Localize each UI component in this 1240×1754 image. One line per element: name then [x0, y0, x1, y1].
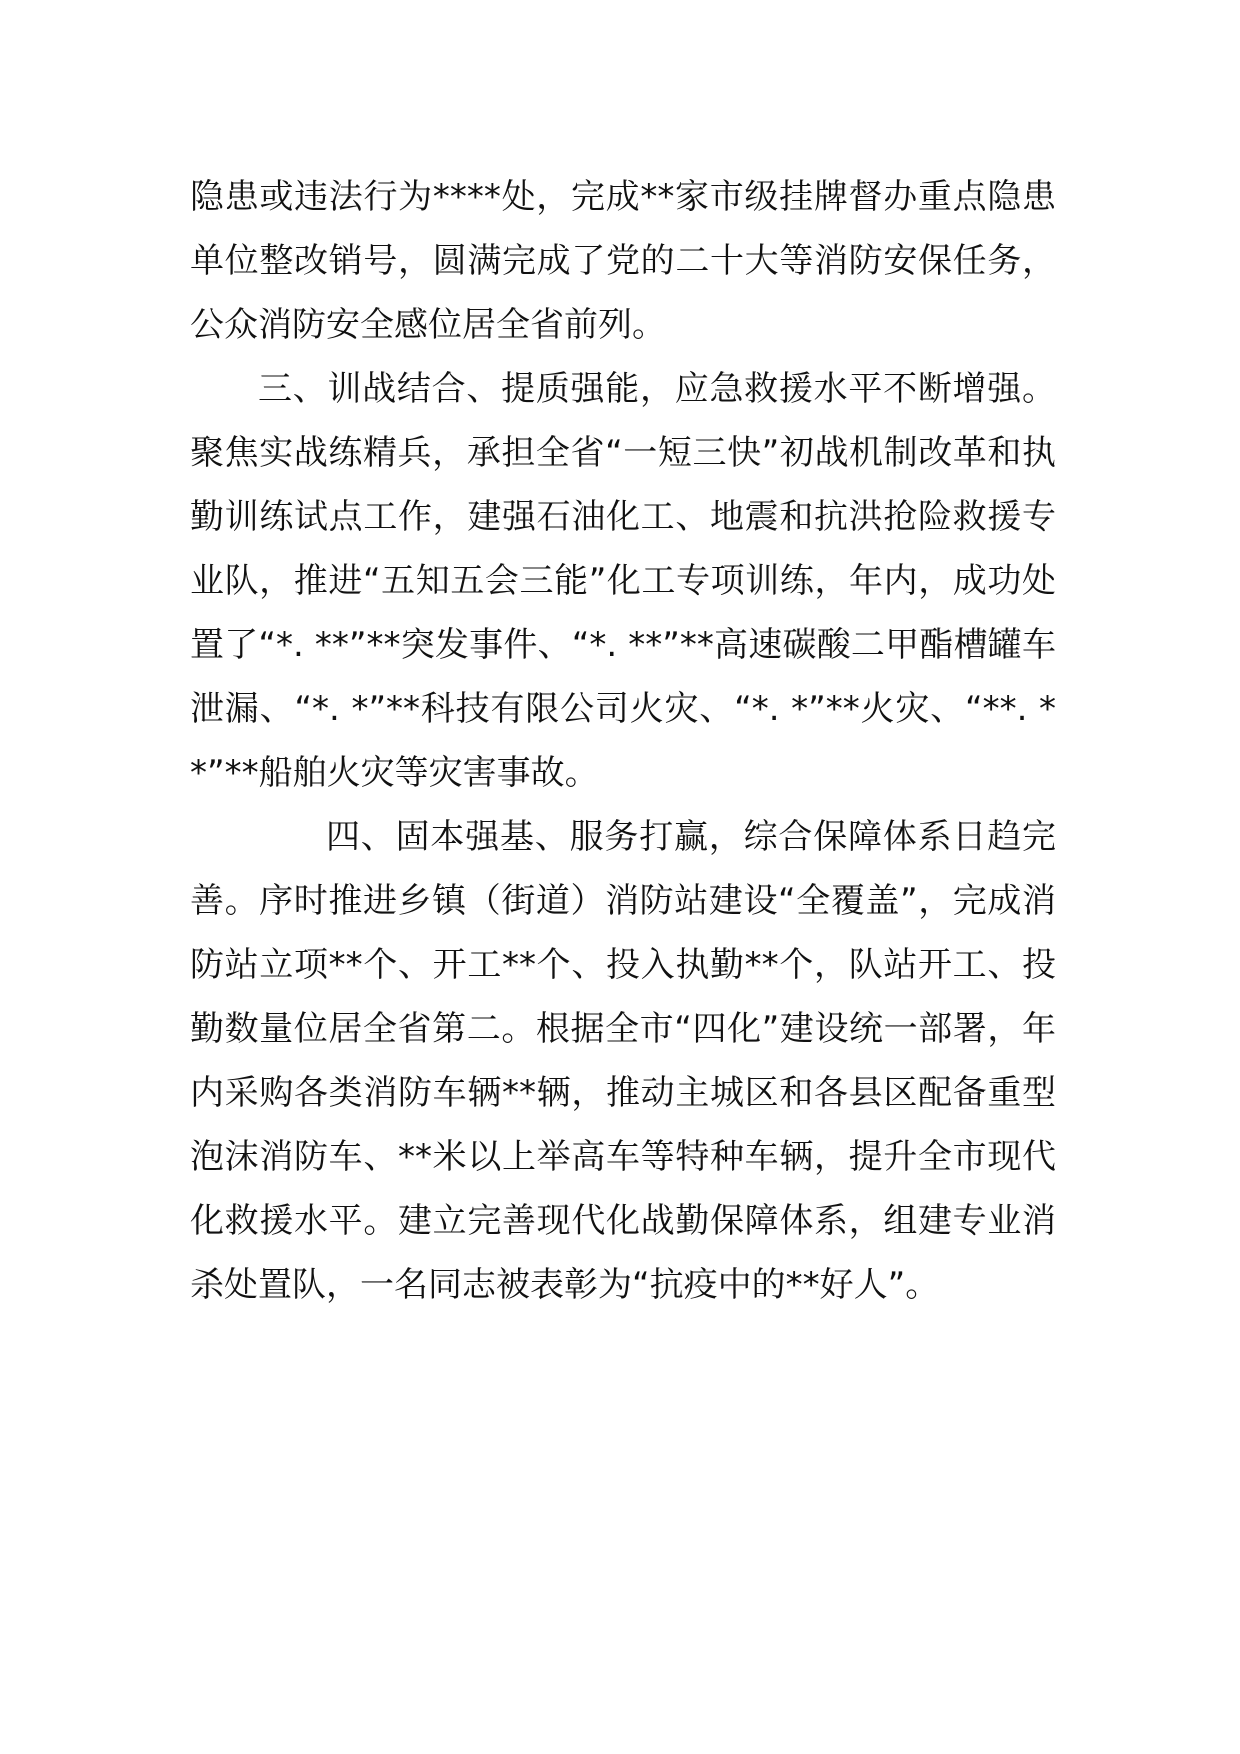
paragraph-section-four: 四、固本强基、服务打赢，综合保障体系日趋完善。序时推进乡镇（街道）消防站建设“全覆盖”，完成消防站立项**个、开工**个、投入执勤**个，队站开工、投勤数量位居全省第二。根据全市“四化”建设统一部署，年内采购各类消防车辆**辆，推动主城区和各县区配备重型泡沫消防车、**米以上举高车等特种车辆，提升全市现代化救援水平。建立完善现代化战勤保障体系，组建专业消杀处置队，一名同志被表彰为“抗疫中的**好人”。	[190, 817, 1056, 1305]
document-body	[190, 165, 1056, 1317]
paragraph-continued-hazards: 隐患或违法行为****处，完成**家市级挂牌督办重点隐患单位整改销号，圆满完成了党的二十大等消防安保任务，公众消防安全感位居全省前列。	[190, 177, 1056, 345]
paragraph-section-three: 三、训战结合、提质强能，应急救援水平不断增强。聚焦实战练精兵，承担全省“一短三快”初战机制改革和执勤训练试点工作，建强石油化工、地震和抗洪抢险救援专业队，推进“五知五会三能”化工专项训练，年内，成功处置了“*. **”**突发事件、“*. **”**高速碳酸二甲酯槽罐车泄漏、“*. *”**科技有限公司火灾、“*. *”**火灾、“**. **”**船舶火灾等灾害事故。	[190, 369, 1056, 793]
